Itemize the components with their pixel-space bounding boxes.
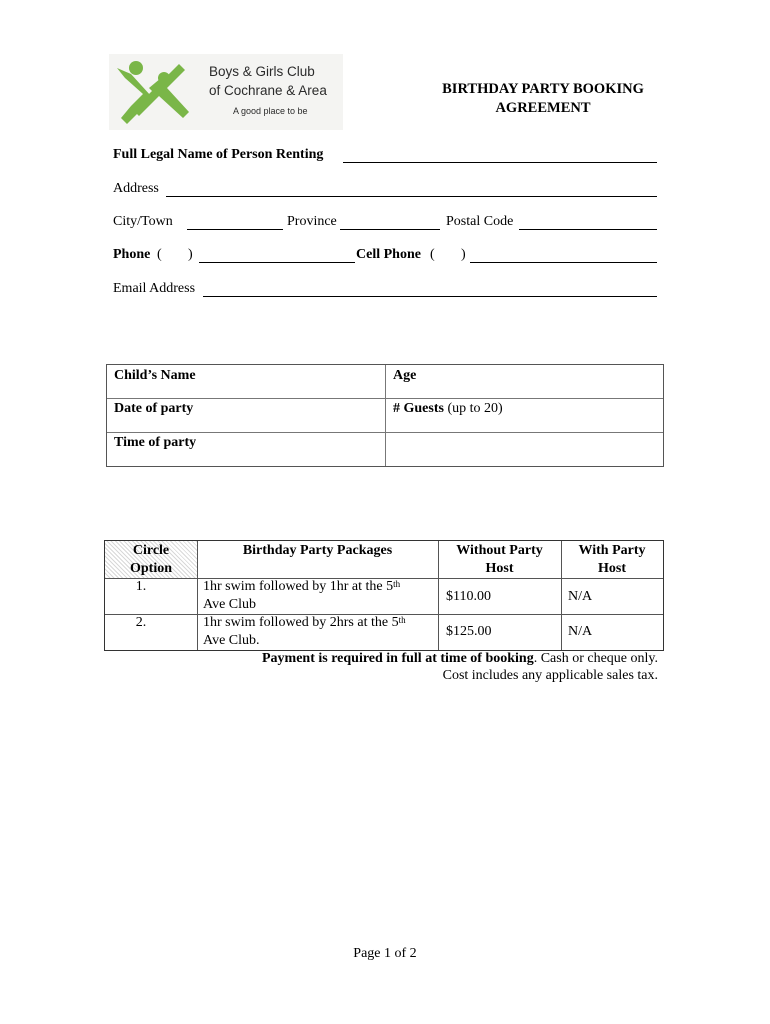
guests-field[interactable] — [393, 415, 661, 431]
postal-code-field[interactable] — [519, 229, 657, 230]
without-host-header-line-1: Without Party — [456, 543, 543, 558]
without-host-header-line-2: Host — [485, 561, 514, 576]
age-label: Age — [393, 368, 417, 383]
payment-note — [150, 651, 658, 667]
date-of-party-label: Date of party — [114, 401, 194, 416]
package-1-price-with-host: N/A — [568, 589, 593, 604]
postal-code-label: Postal Code — [446, 214, 514, 229]
package-1-sup: th — [393, 579, 401, 589]
package-1-desc-a: 1hr swim followed by 1hr at the 5 — [203, 579, 394, 594]
option-header — [105, 542, 197, 578]
option-2-number[interactable]: 2. — [135, 615, 147, 630]
package-1-price-without-host: $110.00 — [446, 589, 491, 604]
with-host-header-line-2: Host — [598, 561, 626, 576]
cell-phone-field[interactable] — [470, 262, 657, 263]
email-field[interactable] — [203, 296, 657, 297]
childs-name-label: Child’s Name — [114, 368, 196, 383]
city-label: City/Town — [113, 214, 173, 229]
option-1-number[interactable]: 1. — [135, 579, 147, 594]
party-details-table — [106, 364, 664, 467]
with-host-header — [561, 542, 663, 578]
packages-table — [104, 540, 664, 651]
title-line-1: BIRTHDAY PARTY BOOKING — [442, 81, 644, 97]
payment-note-rest: . Cash or cheque only. — [533, 651, 658, 666]
province-field[interactable] — [340, 229, 440, 230]
age-field[interactable] — [393, 381, 661, 397]
time-of-party-field[interactable] — [113, 449, 383, 465]
guests-label-bold: # Guests — [393, 401, 444, 416]
city-field[interactable] — [187, 229, 283, 230]
page-number: Page 1 of 2 — [353, 946, 417, 961]
full-name-label: Full Legal Name of Person Renting — [113, 147, 324, 162]
full-name-field[interactable] — [343, 162, 657, 163]
logo-line-2: of Cochrane & Area — [209, 83, 327, 98]
logo-tagline: A good place to be — [233, 106, 308, 116]
packages-header: Birthday Party Packages — [242, 543, 393, 558]
tax-note: Cost includes any applicable sales tax. — [442, 668, 658, 683]
package-2-desc-a: 1hr swim followed by 2hrs at the 5 — [203, 615, 399, 630]
club-logo — [109, 54, 343, 130]
province-label: Province — [287, 214, 337, 229]
payment-note-bold: Payment is required in full at time of booking — [261, 651, 534, 666]
cell-paren-close: ) — [461, 247, 466, 262]
package-2-description — [203, 614, 435, 650]
phone-paren-open: ( — [157, 247, 162, 262]
title-line-2: AGREEMENT — [495, 100, 591, 116]
guests-limit-note: (up to 20) — [443, 401, 503, 416]
phone-field[interactable] — [199, 262, 355, 263]
package-1-desc-b: Ave Club — [203, 597, 257, 612]
package-2-desc-b: Ave Club. — [203, 633, 260, 648]
package-2-sup: th — [398, 615, 406, 625]
cell-phone-label: Cell Phone — [356, 247, 421, 262]
address-label: Address — [113, 181, 159, 196]
package-1-description — [203, 578, 435, 614]
package-2-price-with-host: N/A — [568, 624, 593, 639]
document-title — [420, 80, 666, 118]
childs-name-field[interactable] — [113, 381, 383, 397]
with-host-header-line-1: With Party — [578, 543, 646, 558]
date-of-party-field[interactable] — [113, 415, 383, 431]
phone-label: Phone — [113, 247, 151, 262]
cell-paren-open: ( — [430, 247, 435, 262]
address-field[interactable] — [166, 196, 657, 197]
time-of-party-label: Time of party — [114, 435, 197, 450]
package-2-price-without-host: $125.00 — [446, 624, 492, 639]
club-logo-icon — [109, 54, 199, 130]
phone-paren-close: ) — [188, 247, 193, 262]
without-host-header — [438, 542, 561, 578]
option-header-line-1: Circle — [132, 543, 170, 558]
option-header-line-2: Option — [129, 561, 172, 576]
logo-line-1: Boys & Girls Club — [209, 64, 315, 79]
email-label: Email Address — [113, 281, 196, 296]
